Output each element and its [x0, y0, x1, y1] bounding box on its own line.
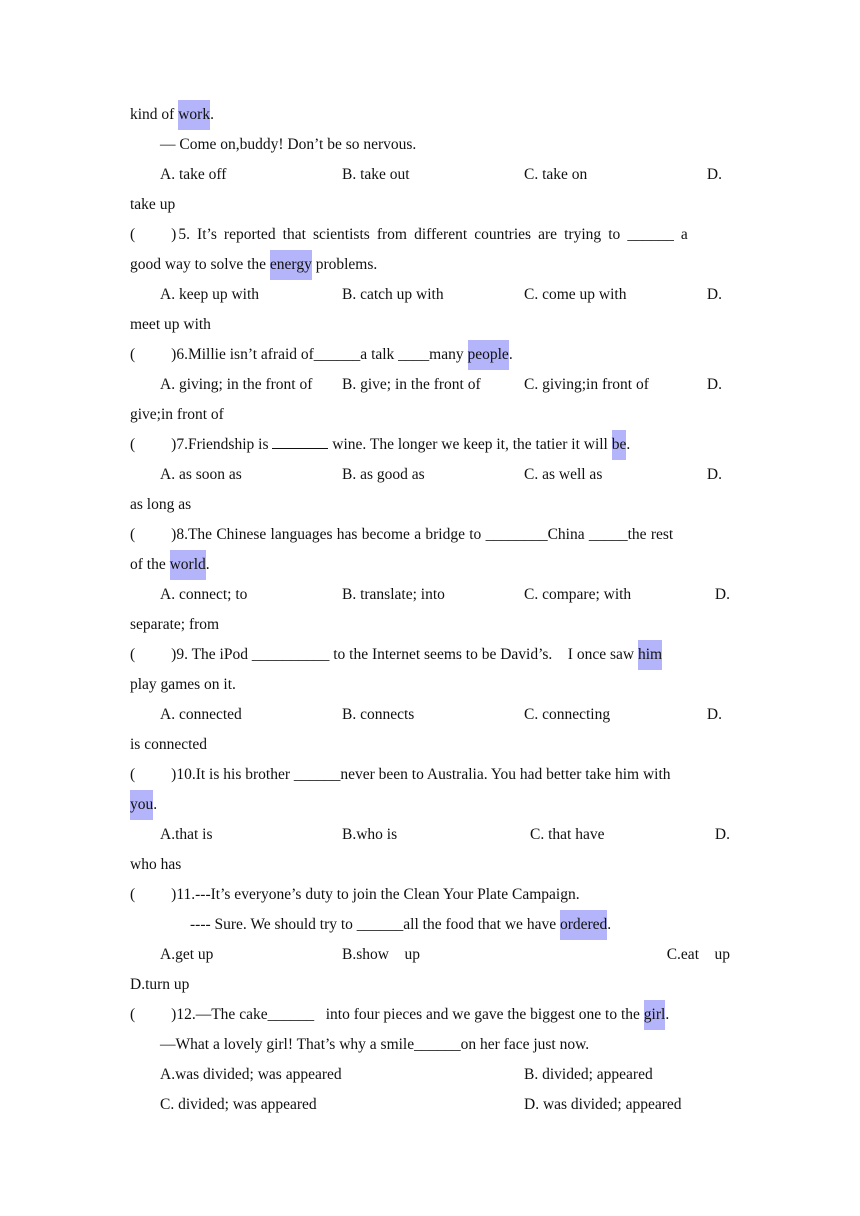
- q11-reply: ---- Sure. We should try to ______all the food that we have ordered.: [190, 910, 730, 940]
- q4-stem-tail: kind of work.: [130, 100, 730, 130]
- question-8: ( )8.The Chinese languages has become a bridge to ________China _____the rest: [130, 526, 674, 543]
- option-d-continued: separate; from: [130, 616, 220, 633]
- highlight: people: [468, 340, 509, 370]
- option-a: A. connected: [160, 706, 242, 723]
- option-c: C. divided; was appeared: [160, 1096, 317, 1113]
- q5-line2: good way to solve the energy problems.: [130, 250, 730, 280]
- option-b: B.who is: [342, 826, 398, 843]
- highlight: be: [612, 430, 627, 460]
- option-d-continued: as long as: [130, 496, 192, 513]
- option-c: C. come up with: [524, 286, 627, 303]
- option-c: C. giving;in front of: [524, 376, 649, 393]
- highlight: girl: [644, 1000, 666, 1030]
- option-d: D.: [706, 466, 722, 483]
- question-5: ( ) 5. It’s reported that scientists from different countries are trying to ______ a: [130, 220, 730, 250]
- option-c: C. that have: [530, 826, 605, 843]
- answer-blank: [272, 431, 328, 449]
- option-b: B.show up: [342, 946, 420, 963]
- option-a: A. keep up with: [160, 286, 260, 303]
- option-c: C. take on: [524, 166, 588, 183]
- q6-options: [130, 370, 730, 400]
- question-9: ( )9. The iPod __________ to the Internet seems to be David’s. I once saw him: [130, 640, 730, 670]
- option-b: B. catch up with: [342, 286, 444, 303]
- option-d: D.: [706, 706, 722, 723]
- option-d: D.: [706, 376, 722, 393]
- option-b: B. give; in the front of: [342, 376, 481, 393]
- option-b: B. translate; into: [342, 586, 445, 603]
- option-d-continued: meet up with: [130, 316, 211, 333]
- question-11: ( )11.---It’s everyone’s duty to join the Clean Your Plate Campaign.: [130, 886, 580, 903]
- option-c: C. compare; with: [524, 586, 632, 603]
- q12-reply: —What a lovely girl! That’s why a smile______on her face just now.: [160, 1036, 590, 1053]
- option-b: B. as good as: [342, 466, 425, 483]
- option-d: D.: [714, 586, 730, 603]
- option-a: A. as soon as: [160, 466, 242, 483]
- q9-options: [130, 700, 730, 730]
- option-d-continued: take up: [130, 196, 176, 213]
- q10-options: [130, 820, 730, 850]
- option-d: D.: [714, 826, 730, 843]
- q12-options-row2: [130, 1090, 730, 1120]
- q5-line1: 5. It’s reported that scientists from different countries are trying to ______ a: [178, 226, 688, 243]
- q4-reply: — Come on,buddy! Don’t be so nervous.: [160, 136, 417, 153]
- highlight: you: [130, 790, 153, 820]
- option-d-continued: give;in front of: [130, 406, 224, 423]
- option-d: D.turn up: [130, 976, 190, 993]
- option-a: A. giving; in the front of: [160, 376, 313, 393]
- q8-line2: of the world.: [130, 550, 730, 580]
- question-6: ( )6.Millie isn’t afraid of______a talk ____many people.: [130, 340, 730, 370]
- q5-options: [130, 280, 730, 310]
- q12-options-row1: [130, 1060, 730, 1090]
- q7-options: [130, 460, 730, 490]
- q10-line2: you.: [130, 790, 730, 820]
- option-c: C. as well as: [524, 466, 603, 483]
- q11-options: [130, 940, 730, 970]
- option-a: A. connect; to: [160, 586, 248, 603]
- highlight: energy: [270, 250, 312, 280]
- option-b: B. divided; appeared: [524, 1066, 653, 1083]
- option-a: A.that is: [160, 826, 213, 843]
- option-c: C. connecting: [524, 706, 611, 723]
- option-d: D. was divided; appeared: [524, 1096, 682, 1113]
- highlight: work: [178, 100, 210, 130]
- option-d: D.: [706, 166, 722, 183]
- option-d-continued: who has: [130, 856, 182, 873]
- option-b: B. take out: [342, 166, 410, 183]
- highlight: him: [638, 640, 662, 670]
- option-d: D.: [706, 286, 722, 303]
- option-d-continued: is connected: [130, 736, 208, 753]
- question-12: ( )12.—The cake______ into four pieces and we gave the biggest one to the girl.: [130, 1000, 730, 1030]
- highlight: ordered: [560, 910, 607, 940]
- option-a: A.get up: [160, 946, 214, 963]
- option-c: C.eat up: [666, 946, 730, 963]
- option-a: A. take off: [160, 166, 227, 183]
- option-a: A.was divided; was appeared: [160, 1066, 342, 1083]
- question-7: ( )7.Friendship is wine. The longer we keep it, the tatier it will be.: [130, 430, 730, 460]
- q8-options: [130, 580, 730, 610]
- option-b: B. connects: [342, 706, 415, 723]
- question-10: ( )10.It is his brother ______never been to Australia. You had better take him with: [130, 766, 671, 783]
- q9-line2: play games on it.: [130, 676, 236, 693]
- q4-options: [130, 160, 730, 190]
- highlight: world: [170, 550, 206, 580]
